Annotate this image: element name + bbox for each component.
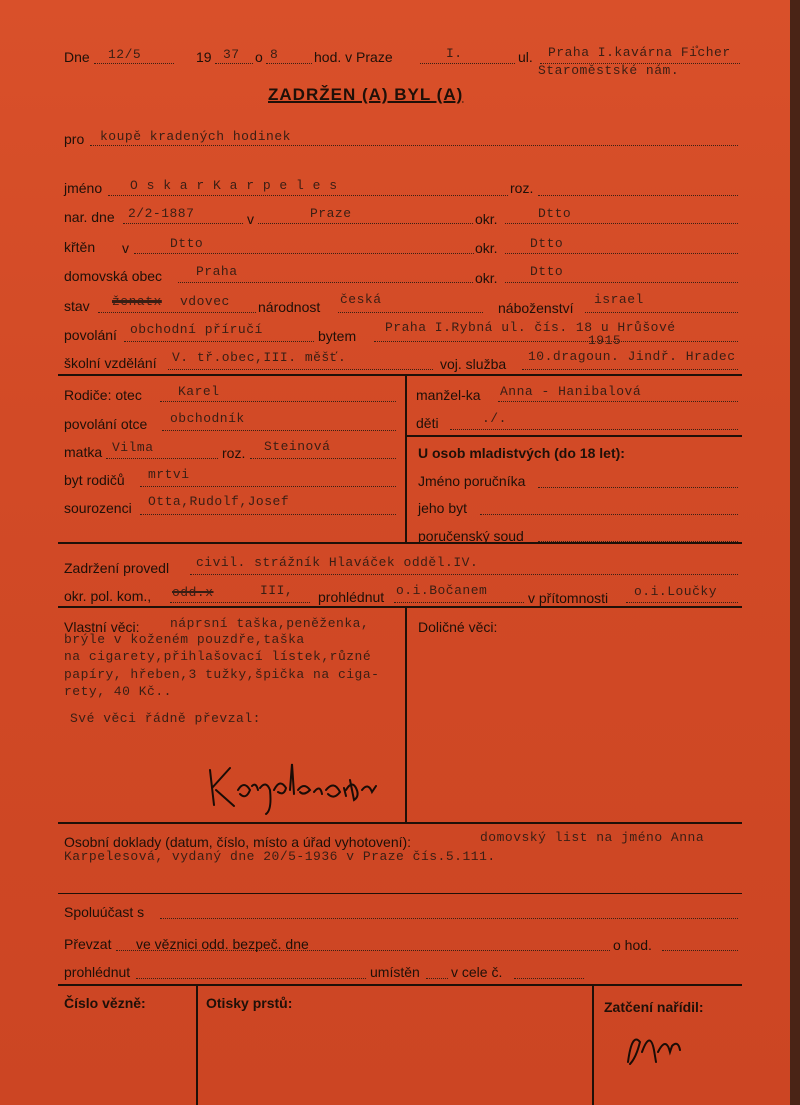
o-label: o [255,49,263,65]
arrested-by-label: Zadržení provedl [64,560,170,576]
street-label: ul. [518,49,533,65]
education: V. tř.obec,III. měšť. [172,350,347,365]
searched-label: prohlédnut [318,589,385,605]
bottom-box-top-rule [58,984,742,986]
documents-value-2: Karpelesová, vydaný dne 20/5-1936 v Praze čís.5.111. [64,849,496,864]
birth-place: Praze [310,206,352,221]
education-label: školní vzdělání [64,355,157,371]
spouse: Anna - Hanibalová [500,384,642,399]
marital-status: vdovec [180,294,230,309]
family-bottom-rule [58,542,742,544]
transferred-hour-label: o hod. [613,937,652,953]
father-occupation: obchodník [170,411,245,426]
parents-residence: mrtvi [148,467,190,482]
occupation-label: povolání [64,327,117,343]
belongings-line-3: na cigarety,přihlašovací lístek,různé [64,649,372,664]
birth-district: Dtto [538,206,572,221]
birth-in-label: v [247,211,254,227]
nationality: česká [340,292,382,307]
birth-district-label: okr. [475,211,498,227]
marital-label: stav [64,298,90,314]
bottom-divider-2 [592,986,594,1105]
district: I. [446,46,463,61]
parents-residence-label: byt rodičů [64,472,125,488]
guardian-label: Jméno poručníka [418,473,526,489]
belongings-received: Své věci řádně převzal: [70,711,261,726]
baptized-place: Dtto [170,236,204,251]
date-label: Dne [64,49,90,65]
searched-by: o.i.Bočanem [396,583,488,598]
residence-year: 1915 [588,333,622,348]
baptized-label: křtěn [64,239,96,255]
religion-label: náboženství [498,300,574,316]
name-value: O s k a r K a r p e l e s [130,178,338,193]
mother-birthname: Steinová [264,439,331,454]
mother-label: matka [64,444,103,460]
belongings-line-5: rety, 40 Kč.. [64,684,172,699]
father-name: Karel [178,384,220,399]
children-label: děti [416,415,439,431]
belongings-line-4: papíry, hřeben,3 tužky,špička na ciga- [64,667,380,682]
documents-label: Osobní doklady (datum, číslo, místo a úřad vyhotovení): [64,834,412,850]
arrest-hour: 8 [270,47,279,62]
birth-label: nar. dne [64,209,115,225]
siblings: Otta,Rudolf,Josef [148,494,290,509]
commissariat-struck: odd.x [172,585,214,600]
prisoner-number-label: Číslo vězně: [64,995,146,1011]
police-commissariat: III, [260,583,294,598]
minors-top-rule [407,435,742,437]
belongings-bottom-rule [58,822,742,824]
father-label: Rodiče: otec [64,387,142,403]
baptized-district: Dtto [530,236,564,251]
children: ./. [482,411,507,426]
nationality-label: národnost [258,299,321,315]
reason-value: koupě kradených hodinek [100,129,291,144]
minors-heading: U osob mladistvých (do 18 let): [418,445,625,461]
searched-bottom-label: prohlédnut [64,964,131,980]
placed-label: umístěn [370,964,420,980]
in-presence-of: o.i.Loučky [634,584,718,599]
occupation: obchodní příručí [130,322,263,337]
belongings-line-2: brýle v koženém pouzdře,taška [64,632,305,647]
siblings-label: sourozenci [64,500,132,516]
arrest-year: 37 [223,47,240,62]
birth-date: 2/2-1887 [128,206,195,221]
guardianship-court-label: poručenský soud [418,528,524,544]
religion: israel [594,292,644,307]
street-line1: Praha I.kavárna Fi̊cher [548,45,731,60]
name-label: jméno [64,180,103,196]
baptized-district-label: okr. [475,240,498,256]
mother-name: Vilma [112,440,154,455]
guardian-residence-label: jeho byt [418,500,468,516]
evidence-label: Doličné věci: [418,619,498,635]
arrested-by: civil. strážník Hlaváček odděl.IV. [196,555,479,570]
family-top-rule [58,374,742,376]
scan-edge [790,0,800,1105]
reason-label: pro [64,131,85,147]
cell-label: v cele č. [451,964,503,980]
residence-label: bytem [318,328,357,344]
police-commissariat-label: okr. pol. kom., [64,588,152,604]
spouse-label: manžel-ka [416,387,481,403]
mother-birthname-label: roz. [222,445,246,461]
residence: Praha I.Rybná ul. čís. 18 u Hrůšové [385,320,676,335]
ordered-by-label: Zatčení nařídil: [604,999,704,1015]
home-district-label: okr. [475,270,498,286]
year-prefix: 19 [196,49,212,65]
transferred-text: ve věznici odd. bezpeč. dne [136,936,309,952]
belongings-divider [405,608,407,824]
official-initials [618,1022,698,1072]
home-municipality-label: domovská obec [64,268,163,284]
form-title: ZADRŽEN (A) BYL (A) [268,85,464,104]
documents-rule [58,893,742,894]
accomplice-label: Spoluúčast s [64,904,145,920]
family-divider [405,376,407,542]
belongings-line-1: náprsní taška,peněženka, [170,616,370,631]
home-municipality: Praha [196,264,238,279]
birthname-label: roz. [510,180,534,196]
signature-text: Karpeles Oskar [210,818,218,819]
belongings-top-rule [58,606,742,608]
transferred-label: Převzat [64,936,112,952]
arrest-date: 12/5 [108,47,142,62]
military-service: 10.dragoun. Jindř. Hradec [528,349,736,364]
presence-label: v přítomnosti [528,590,609,606]
home-district: Dtto [530,264,564,279]
belongings-label: Vlastní věci: [64,619,140,635]
baptized-in-label: v [122,240,129,256]
hour-label: hod. v Praze [314,49,393,65]
prisoner-signature [200,750,390,820]
military-label: voj. služba [440,356,507,372]
marital-struck: ženatx [112,294,162,309]
street-line2: Staroměstské nám. [538,63,680,78]
father-occupation-label: povolání otce [64,416,148,432]
fingerprints-label: Otisky prstů: [206,995,293,1011]
bottom-divider-1 [196,986,198,1105]
documents-value-1: domovský list na jméno Anna [480,830,705,845]
